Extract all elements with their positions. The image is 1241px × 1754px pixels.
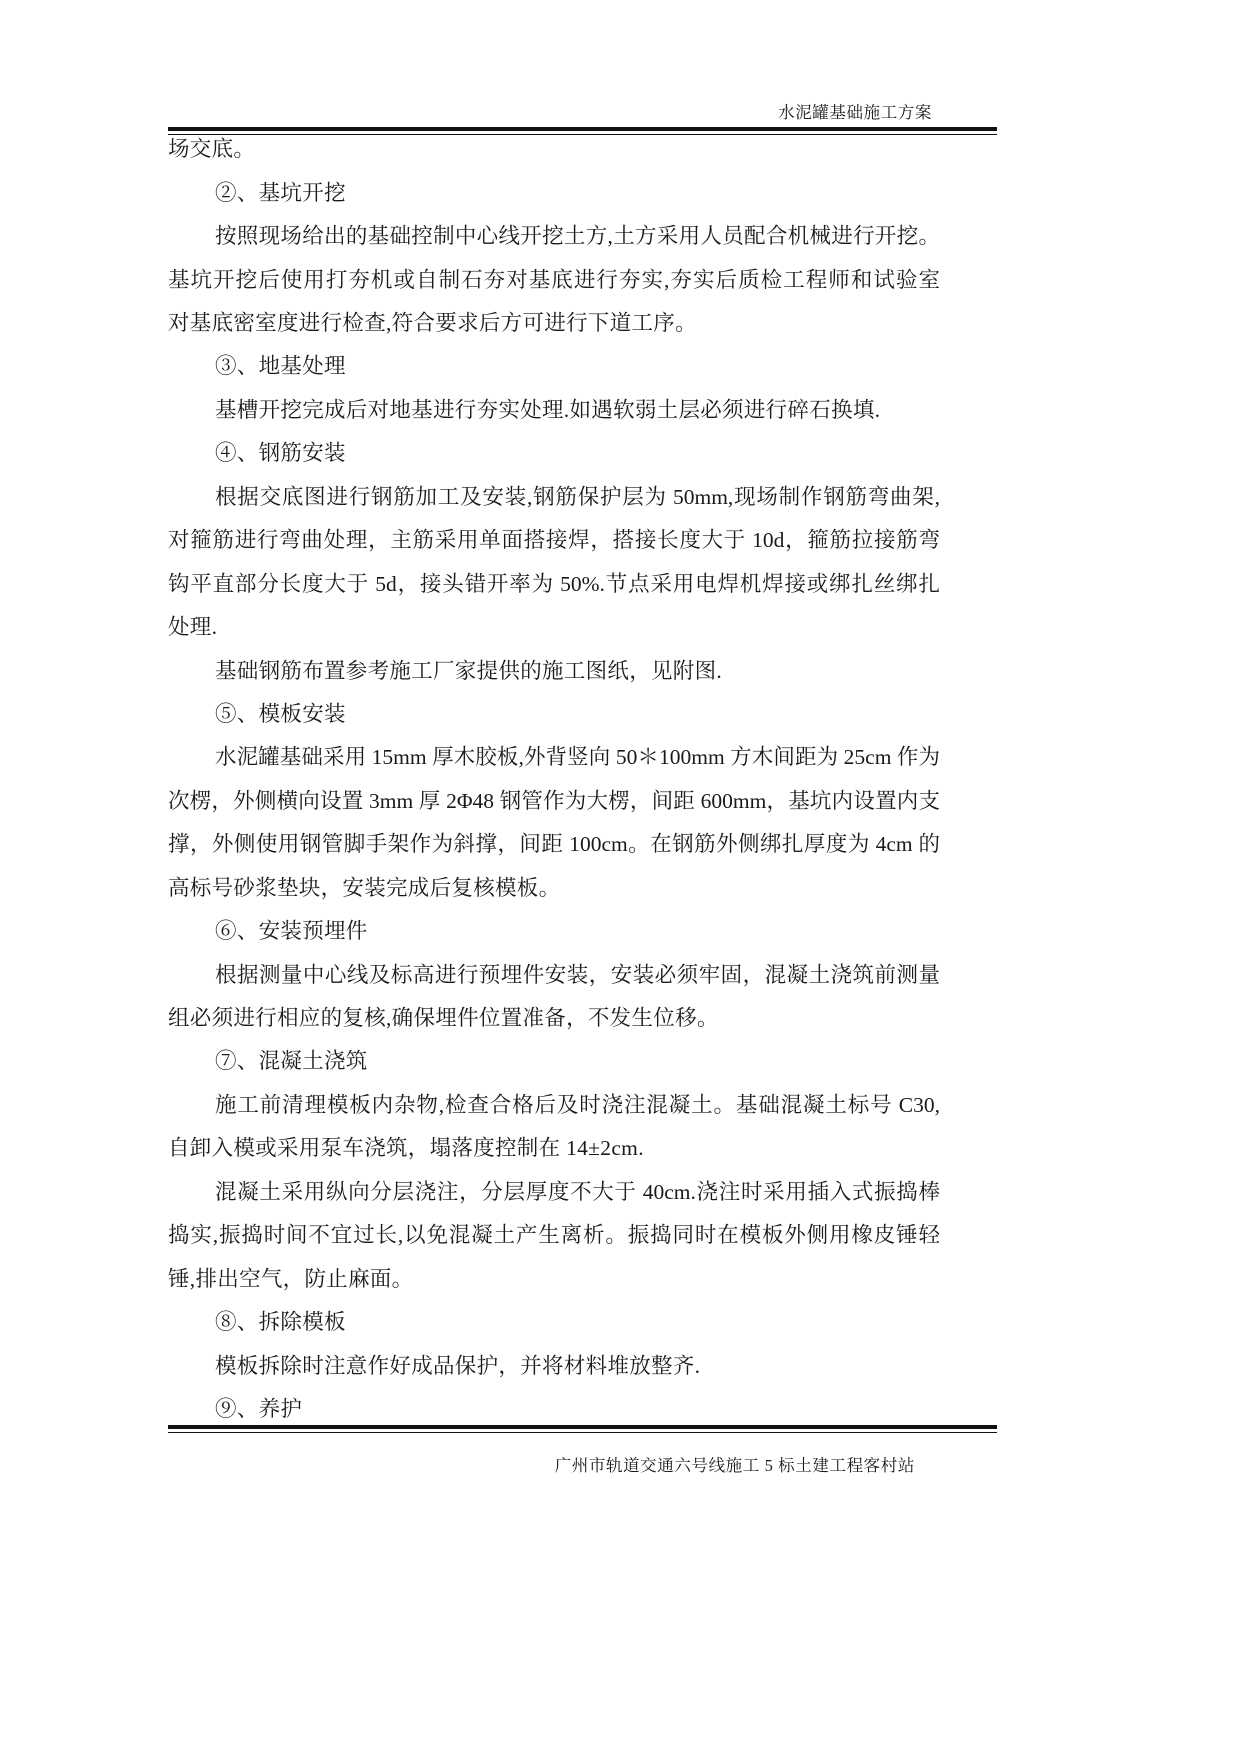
footer-rule-thin xyxy=(168,1432,997,1434)
paragraph-line: 混凝土采用纵向分层浇注，分层厚度不大于 40cm.浇注时采用插入式振捣棒 xyxy=(215,1179,940,1204)
section-heading-text: ②、基坑开挖 xyxy=(215,180,346,205)
body-text xyxy=(168,128,940,1431)
section-heading-text: ⑥、安装预埋件 xyxy=(215,919,368,944)
paragraph-line: 处理. xyxy=(168,615,218,640)
paragraph-line: 施工前清理模板内杂物,检查合格后及时浇注混凝土。基础混凝土标号 C30, xyxy=(215,1092,940,1117)
footer-text: 广州市轨道交通六号线施工 5 标土建工程客村站 xyxy=(554,1456,915,1475)
paragraph-line: 钩平直部分长度大于 5d，接头错开率为 50%.节点采用电焊机焊接或绑扎丝绑扎 xyxy=(168,571,940,596)
paragraph-line: 模板拆除时注意作好成品保护，并将材料堆放整齐. xyxy=(215,1353,701,1378)
section-heading xyxy=(168,1301,940,1344)
section-heading xyxy=(168,345,940,388)
section-heading xyxy=(168,1040,940,1083)
paragraph-line: 基槽开挖完成后对地基进行夯实处理.如遇软弱土层必须进行碎石换填. xyxy=(215,397,881,422)
paragraph-line: 对基底密室度进行检查,符合要求后方可进行下道工序。 xyxy=(168,311,697,336)
paragraph-line: 撑，外侧使用钢管脚手架作为斜撑，间距 100cm。在钢筋外侧绑扎厚度为 4cm 的 xyxy=(168,832,940,857)
paragraph xyxy=(168,128,940,171)
section-heading xyxy=(168,432,940,475)
paragraph-line: 次楞，外侧横向设置 3mm 厚 2Φ48 钢管作为大楞，间距 600mm，基坑内设置内支 xyxy=(168,788,940,813)
paragraph-line: 高标号砂浆垫块，安装完成后复核模板。 xyxy=(168,875,561,900)
paragraph xyxy=(168,954,940,1041)
paragraph xyxy=(168,389,940,432)
paragraph-line: 组必须进行相应的复核,确保埋件位置准备，不发生位移。 xyxy=(168,1006,719,1031)
paragraph xyxy=(168,1084,940,1171)
section-heading-text: ⑨、养护 xyxy=(215,1396,303,1421)
section-heading-text: ⑤、模板安装 xyxy=(215,701,346,726)
paragraph xyxy=(168,1171,940,1301)
section-heading xyxy=(168,910,940,953)
paragraph-line: 基坑开挖后使用打夯机或自制石夯对基底进行夯实,夯实后质检工程师和试验室 xyxy=(168,267,940,292)
paragraph xyxy=(168,1345,940,1388)
paragraph-line: 对箍筋进行弯曲处理，主筋采用单面搭接焊，搭接长度大于 10d，箍筋拉接筋弯 xyxy=(168,528,940,553)
paragraph xyxy=(168,650,940,693)
footer-rule-thick xyxy=(168,1425,997,1429)
paragraph-line: 基础钢筋布置参考施工厂家提供的施工图纸，见附图. xyxy=(215,658,723,683)
section-heading xyxy=(168,693,940,736)
paragraph-line: 场交底。 xyxy=(168,137,256,162)
paragraph xyxy=(168,476,940,650)
section-heading-text: ④、钢筋安装 xyxy=(215,441,346,466)
paragraph-line: 按照现场给出的基础控制中心线开挖土方,土方采用人员配合机械进行开挖。 xyxy=(215,224,940,249)
paragraph-line: 锤,排出空气，防止麻面。 xyxy=(168,1266,414,1291)
section-heading-text: ③、地基处理 xyxy=(215,354,346,379)
header-title: 水泥罐基础施工方案 xyxy=(778,103,932,122)
paragraph-line: 自卸入模或采用泵车浇筑，塌落度控制在 14±2cm. xyxy=(168,1136,644,1161)
paragraph-line: 捣实,振捣时间不宜过长,以免混凝土产生离析。振捣同时在模板外侧用橡皮锤轻 xyxy=(168,1223,940,1248)
section-heading-text: ⑦、混凝土浇筑 xyxy=(215,1049,368,1074)
paragraph-line: 根据交底图进行钢筋加工及安装,钢筋保护层为 50mm,现场制作钢筋弯曲架, xyxy=(215,484,940,509)
paragraph-line: 水泥罐基础采用 15mm 厚木胶板,外背竖向 50＊100mm 方木间距为 25cm 作为 xyxy=(215,745,940,770)
paragraph-line: 根据测量中心线及标高进行预埋件安装，安装必须牢固，混凝土浇筑前测量 xyxy=(215,962,940,987)
section-heading-text: ⑧、拆除模板 xyxy=(215,1310,346,1335)
paragraph xyxy=(168,215,940,345)
section-heading xyxy=(168,172,940,215)
paragraph xyxy=(168,736,940,910)
